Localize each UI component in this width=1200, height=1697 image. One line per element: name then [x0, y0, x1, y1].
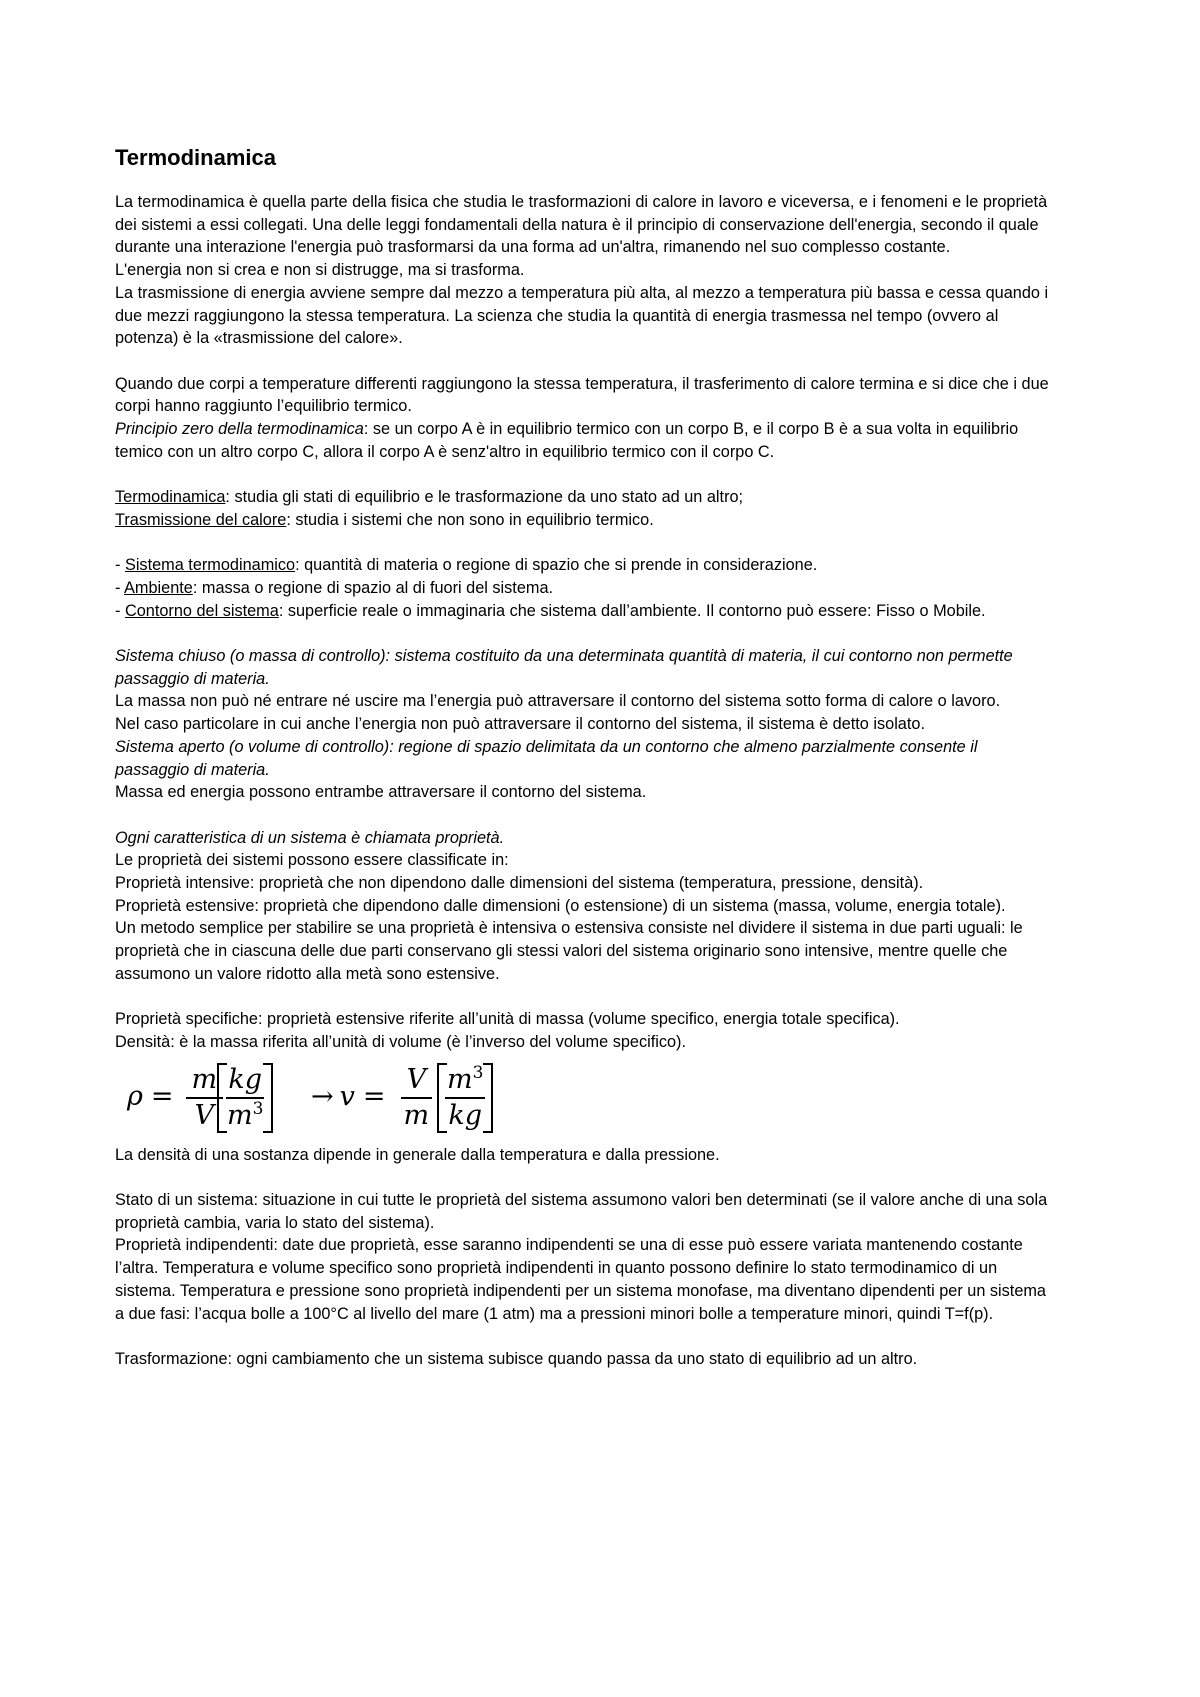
unit-denominator: kg [448, 1099, 483, 1131]
v-symbol: v [339, 1081, 355, 1113]
paragraph-heat-transfer: La trasmissione di energia avviene sempre dal mezzo a temperatura più alta, al mezzo a temperatura più bassa e cessa quando i due mezzi raggiungono la stessa temperatura. La scienza che studia la quantità di energia trasmessa nel tempo (ovvero al potenza) è la «trasmissione del calore». [115, 283, 1049, 348]
unit-exponent: 3 [252, 1098, 264, 1119]
list-item-label: Ambiente [124, 578, 193, 597]
numerator: m [186, 1063, 224, 1099]
unit-numerator: kg [226, 1063, 264, 1099]
zeroth-law-label: Principio zero della termodinamica [115, 420, 364, 439]
list-bullet: - [115, 556, 125, 575]
definition-text: : studia i sistemi che non sono in equilibrio termico. [286, 510, 654, 529]
list-item [115, 554, 1055, 577]
unit-base: m [447, 1063, 473, 1095]
list-item [115, 600, 1055, 623]
list-item-text: : massa o regione di spazio al di fuori del sistema. [192, 578, 554, 597]
definition-label: Trasmissione del calore [115, 510, 287, 529]
closed-system-note-2: Nel caso particolare in cui anche l’energia non può attraversare il contorno del sistema, il sistema è detto isolato. [115, 715, 925, 734]
independent-properties: Proprietà indipendenti: date due proprietà, esse saranno indipendenti se una di esse può essere variata mantenendo costante l’altra. Temperatura e volume specifico sono proprietà indipendenti in quanto possono definire lo stato termodinamico di un sistema. Temperatura e pressione sono proprietà indipendenti per un sistema monofase, ma diventano dipendenti per un sistema a due fasi: l’acqua bolle a 100°C al livello del mare (1 atm) ma a pressioni minori bolle a temperature minori, quindi T=f(p). [115, 1236, 1046, 1323]
unit-exponent: 3 [472, 1062, 484, 1083]
unit-denominator [225, 1099, 265, 1133]
extensive-properties: Proprietà estensive: proprietà che dipendono dalle dimensioni (o estensione) di un sistema (massa, volume, energia totale). [115, 896, 1006, 915]
unit-bracket [437, 1063, 493, 1133]
list-item-label: Sistema termodinamico [124, 556, 296, 575]
paragraph-energy-law: L'energia non si crea e non si distrugge, ma si trasforma. [115, 261, 525, 280]
density-definition: Densità: è la massa riferita all’unità di volume (è l’inverso del volume specifico). [115, 1032, 686, 1051]
paragraph-zeroth-law [115, 418, 1055, 463]
specific-properties: Proprietà specifiche: proprietà estensive riferite all’unità di massa (volume specifico, energia totale specifica). [115, 1010, 900, 1029]
definition-label: Termodinamica [115, 488, 226, 507]
volume-over-mass [398, 1063, 436, 1133]
open-system-note: Massa ed energia possono entrambe attraversare il contorno del sistema. [115, 783, 647, 802]
list-item-label: Contorno del sistema [124, 601, 279, 620]
denominator: V [194, 1099, 215, 1131]
equals-sign: = [150, 1081, 174, 1113]
closed-system-note-1: La massa non può né entrare né uscire ma l’energia può attraversare il contorno del sistema sotto forma di calore o lavoro. [115, 692, 1001, 711]
specific-volume-unit [437, 1062, 493, 1134]
unit-base: m [227, 1099, 253, 1131]
arrow-icon: → [311, 1081, 334, 1113]
unit-numerator [445, 1063, 485, 1099]
zeroth-law-text: : se un corpo A è in equilibrio termico con un corpo B, e il corpo B è a sua volta in equilibrio temico con un altro corpo C, allora il corpo A è senz'altro in equilibrio termico con il corpo C. [115, 420, 1019, 461]
numerator: V [401, 1063, 433, 1099]
density-formula [115, 1056, 1055, 1144]
property-definition: Ogni caratteristica di un sistema è chiamata proprietà. [115, 828, 505, 847]
list-item [115, 577, 1055, 600]
paragraph-equilibrium: Quando due corpi a temperature differenti raggiungono la stessa temperatura, il trasferimento di calore termina e si dice che i due corpi hanno raggiunto l’equilibrio termico. [115, 374, 1049, 416]
transformation-definition: Trasformazione: ogni cambiamento che un sistema subisce quando passa da uno stato di equilibrio ad un altro. [115, 1349, 918, 1368]
page-title: Termodinamica [115, 145, 276, 170]
definition-heat-transmission [115, 509, 1055, 532]
list-item-text: : superficie reale o immaginaria che sistema dall’ambiente. Il contorno può essere: Fisso o Mobile. [278, 601, 986, 620]
definition-text: : studia gli stati di equilibrio e le trasformazione da uno stato ad un altro; [225, 488, 744, 507]
rho-symbol: ρ [127, 1081, 143, 1113]
property-method: Un metodo semplice per stabilire se una proprietà è intensiva o estensiva consiste nel dividere il sistema in due parti uguali: le proprietà che in ciascuna delle due parti conservano gli stessi valori del sistema originario sono intensive, mentre quelle che assumono un valore ridotto alla metà sono estensive. [115, 919, 1023, 983]
system-state: Stato di un sistema: situazione in cui tutte le proprietà del sistema assumono valori ben determinati (se il valore anche di una sola proprietà cambia, varia lo stato del sistema). [115, 1191, 1048, 1232]
property-classification: Le proprietà dei sistemi possono essere classificate in: [115, 851, 509, 870]
density-note: La densità di una sostanza dipende in generale dalla temperatura e dalla pressione. [115, 1145, 720, 1164]
density-equation [127, 1062, 227, 1134]
list-bullet: - [115, 578, 125, 597]
paragraph-intro: La termodinamica è quella parte della fisica che studia le trasformazioni di calore in lavoro e viceversa, e i fenomeni e le proprietà dei sistemi a essi collegati. Una delle leggi fondamentali della natura è il principio di conservazione dell'energia, secondo il quale durante una interazione l'energia può trasformarsi da una forma ad un'altra, rimanendo nel suo complesso costante. [115, 193, 1048, 257]
density-unit [217, 1062, 273, 1134]
equals-sign: = [362, 1081, 386, 1113]
unit-bracket [217, 1063, 273, 1133]
open-system-definition: Sistema aperto (o volume di controllo): regione di spazio delimitata da un contorno che almeno parzialmente consente il passaggio di materia. [115, 737, 978, 779]
intensive-properties: Proprietà intensive: proprietà che non dipendono dalle dimensioni del sistema (temperatura, pressione, densità). [115, 874, 924, 893]
document-body [115, 143, 1055, 1371]
definition-thermodynamics [115, 486, 1055, 509]
denominator: m [403, 1099, 430, 1131]
list-item-text: : quantità di materia o regione di spazio che si prende in considerazione. [295, 556, 818, 575]
specific-volume-equation [311, 1062, 439, 1134]
list-bullet: - [115, 601, 125, 620]
closed-system-definition: Sistema chiuso (o massa di controllo): sistema costituito da una determinata quantità di materia, il cui contorno non permette passaggio di materia. [115, 647, 1013, 688]
